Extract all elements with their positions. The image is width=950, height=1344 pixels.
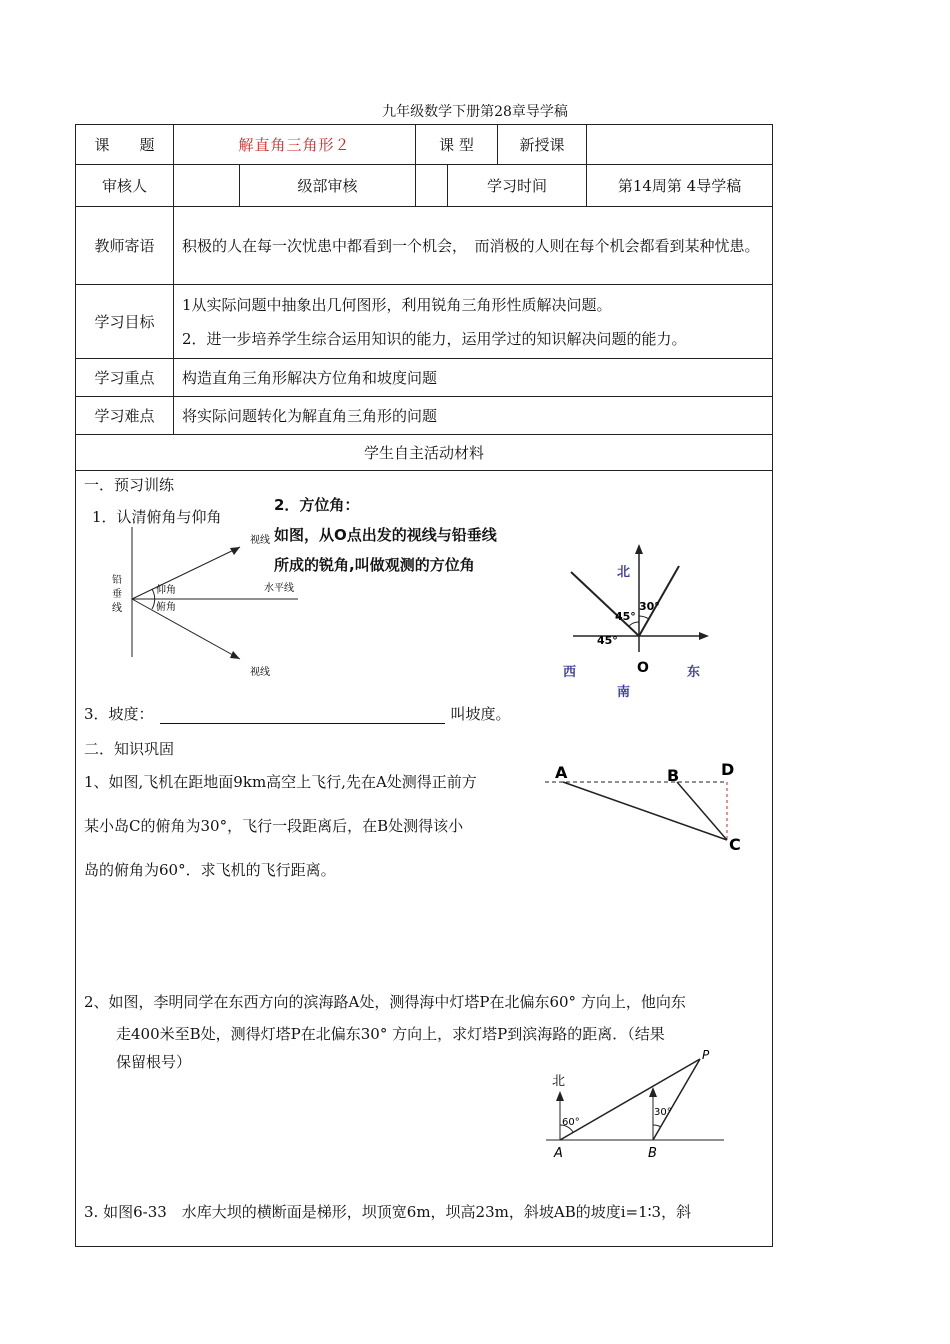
- preview-heading: 一．预习训练: [84, 476, 175, 494]
- label-study-time: 学习时间: [448, 165, 587, 207]
- teacher-message: 积极的人在每一次忧患中都看到一个机会， 而消极的人则在每个机会都看到某种忧患。: [174, 207, 773, 285]
- reviewer-name: [174, 165, 240, 207]
- label-angle-30: 30°: [639, 600, 660, 613]
- label-focus: 学习重点: [76, 359, 174, 397]
- question-3: 3. 如图6-33 水库大坝的横断面是梯形，坝顶宽6m，坝高23m，斜坡AB的坡度i=1∶3，斜: [84, 1203, 692, 1221]
- lesson-type: 新授课: [498, 125, 587, 165]
- lower-sight-line: [132, 599, 240, 659]
- label-sight-upper: 视线: [250, 535, 270, 546]
- label-difficulty: 学习难点: [76, 397, 174, 435]
- label-angle-45b: 45°: [597, 634, 618, 647]
- label-plumb-3: 线: [112, 603, 122, 614]
- line-AP: [560, 1059, 700, 1140]
- label-reviewer: 审核人: [76, 165, 174, 207]
- label-B: B: [667, 766, 680, 785]
- label-north: 北: [552, 1074, 566, 1089]
- answer-blank[interactable]: [160, 707, 445, 724]
- label-P: P: [702, 1048, 710, 1062]
- label-A: A: [554, 1146, 563, 1161]
- north-arrow-A-icon: [556, 1091, 564, 1101]
- ray-northwest: [571, 572, 639, 636]
- difficulty: 将实际问题转化为解直角三角形的问题: [174, 397, 773, 435]
- angle-arc-B: [653, 1125, 661, 1127]
- label-type: 课 型: [416, 125, 498, 165]
- consolidate-heading: 二．知识巩固: [84, 740, 175, 758]
- label-angle-45a: 45°: [615, 610, 636, 623]
- label-objectives: 学习目标: [76, 285, 174, 359]
- page-title: 九年级数学下册第28章导学稿: [382, 104, 568, 120]
- label-plumb-1: 铅: [112, 575, 122, 586]
- bearing-def-line1: 如图，从O点出发的视线与铅垂线: [274, 526, 497, 544]
- bearing-def-line2: 所成的锐角,叫做观测的方位角: [274, 556, 475, 574]
- slope-question: 3．坡度： 叫坡度。: [84, 705, 511, 723]
- label-D: D: [721, 760, 735, 779]
- label-A: A: [555, 763, 568, 782]
- preview-item1: 1．认清俯角与仰角: [92, 508, 222, 526]
- objectives: 1从实际问题中抽象出几何图形，利用锐角三角形性质解决问题。 2．进一步培养学生综合运用知识的能力，运用学过的知识解决问题的能力。: [174, 285, 773, 359]
- label-elevation: 仰角: [156, 585, 176, 596]
- upper-sight-line: [132, 547, 240, 599]
- label-C: C: [729, 835, 741, 854]
- section-title: 学生自主活动材料: [76, 435, 773, 471]
- east-arrow-icon: [699, 632, 709, 640]
- lesson-topic: 解直角三角形２: [174, 125, 416, 165]
- label-east: 东: [687, 665, 701, 680]
- reviewer-dept: 级部审核: [240, 165, 416, 207]
- question-1: 1、如图,飞机在距地面9km高空上飞行,先在A处测得正前方 某小岛C的俯角为30°，飞行一段距离后，在B处测得该小 岛的俯角为60°．求飞机的飞行距离。: [84, 773, 477, 879]
- bearing-figure: [555, 540, 725, 705]
- line-BP: [653, 1059, 700, 1140]
- label-topic: 课 题: [76, 125, 174, 165]
- label-plumb-2: 垂: [112, 589, 122, 600]
- label-angle-30: 30°: [654, 1107, 672, 1118]
- label-south: 南: [617, 685, 631, 700]
- label-teacher-message: 教师寄语: [76, 207, 174, 285]
- q1-figure: [545, 760, 760, 860]
- angle-arc-east: [639, 616, 649, 619]
- label-sight-lower: 视线: [250, 667, 270, 678]
- focus: 构造直角三角形解决方位角和坡度问题: [174, 359, 773, 397]
- question-2: 2、如图，李明同学在东西方向的滨海路A处，测得海中灯塔P在北偏东60° 方向上，他向东 走400米至B处，测得灯塔P在北偏东30° 方向上，求灯塔P到滨海路的距离．（结果 保留根号）: [84, 993, 686, 1071]
- label-angle-60: 60°: [562, 1117, 580, 1128]
- bearing-title: 2．方位角：: [274, 496, 360, 514]
- label-depression: 俯角: [156, 602, 176, 613]
- label-horizontal: 水平线: [264, 583, 294, 594]
- q2-figure: [540, 1045, 730, 1165]
- label-west: 西: [563, 665, 577, 680]
- study-time: 第14周第 4导学稿: [587, 165, 773, 207]
- label-north: 北: [617, 565, 631, 580]
- elevation-figure: [100, 525, 310, 685]
- label-B: B: [648, 1146, 657, 1161]
- lower-arrow-icon: [230, 651, 240, 659]
- empty-cell: [587, 125, 773, 165]
- empty-cell: [416, 165, 448, 207]
- north-arrow-icon: [635, 544, 643, 554]
- label-origin: O: [637, 660, 649, 676]
